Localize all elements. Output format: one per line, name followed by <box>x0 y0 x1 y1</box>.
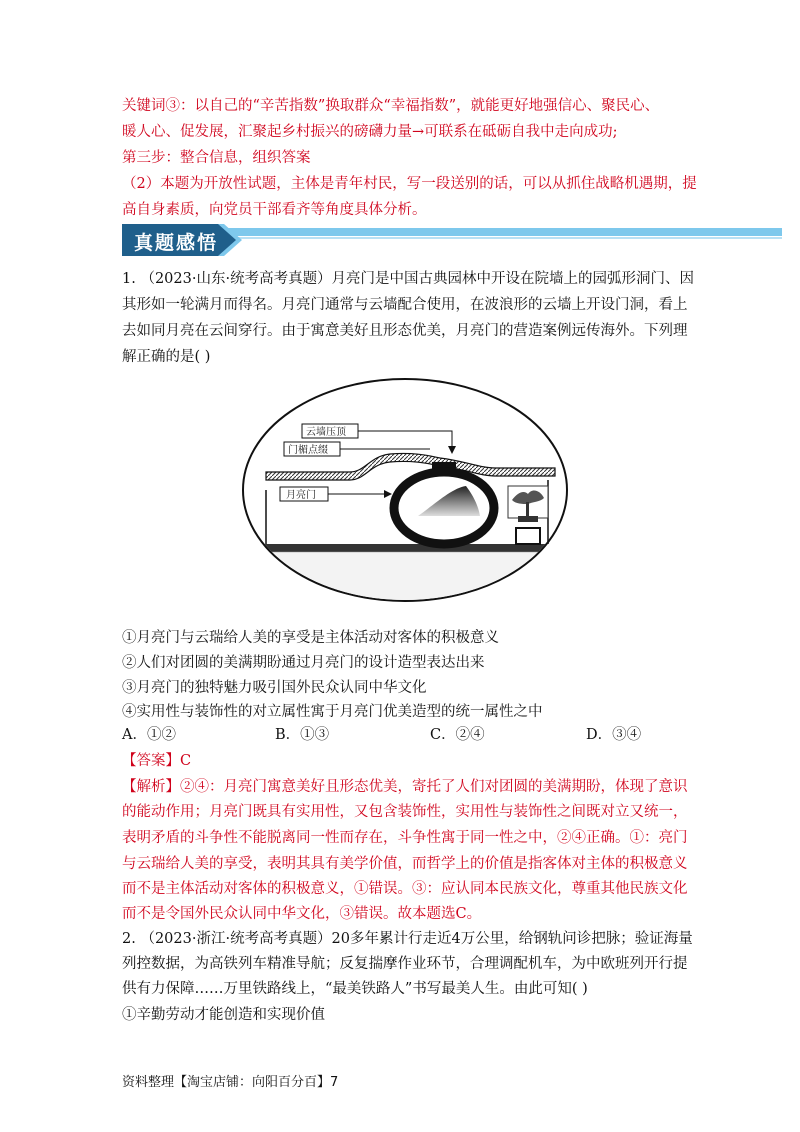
q1-analysis-line-2: 的能动作用；月亮门既具有实用性，又包含装饰性，实用性与装饰性之间既对立又统一， <box>122 804 688 820</box>
banner-stripe <box>222 228 782 236</box>
q1-option-d: D．③④ <box>586 727 642 743</box>
bonsai-stand <box>516 528 540 544</box>
q1-stem-line-4: 解正确的是( ) <box>122 349 211 365</box>
q1-stem-line-3: 去如同月亮在云间穿行。由于寓意美好且形态优美，月亮门的营造案例远传海外。下列理 <box>122 323 688 339</box>
moon-gate-figure <box>240 376 570 604</box>
keyword-line-2: 暖人心、促发展，汇聚起乡村振兴的磅礴力量→可联系在砥砺自我中走向成功; <box>122 124 618 140</box>
ground-bar <box>240 544 570 552</box>
q1-analysis-line-3: 表明矛盾的斗争性不能脱离同一性而存在，斗争性寓于同一性之中，②④正确。①：亮门 <box>122 830 688 846</box>
bonsai-pot <box>518 516 538 522</box>
label-lintel: 门楣点缀 <box>288 445 328 456</box>
q2-stem-line-4: ①辛勤劳动才能创造和实现价值 <box>122 1007 325 1023</box>
keyword-line-1: 关键词③：以自己的“辛苦指数”换取群众“幸福指数”，就能更好地强信心、聚民心、 <box>122 98 660 114</box>
page-footer: 资料整理【淘宝店铺：向阳百分百】7 <box>122 1075 339 1090</box>
q1-answer: 【答案】C <box>122 753 192 769</box>
q2-stem-line-3: 供有力保障……万里铁路线上，“最美铁路人”书写最美人生。由此可知( ) <box>122 981 588 997</box>
q1-statement-3: ③月亮门的独特魅力吸引国外民众认同中华文化 <box>122 680 427 696</box>
label-cloud-wall: 云墙压顶 <box>306 427 346 438</box>
section-banner <box>122 222 782 258</box>
q2-stem-line-1: 2. （2023·浙江·统考高考真题）20多年累计行走近4万公里，给钢轨问诊把脉；验证海量 <box>122 931 693 947</box>
q1-analysis-line-5: 而不是主体活动对客体的积极意义，①错误。③：应认同本民族文化，尊重其他民族文化 <box>122 881 688 897</box>
q1-stem-line-1: 1. （2023·山东·统考高考真题）月亮门是中国古典园林中开设在院墙上的园弧形洞门、因 <box>122 271 695 287</box>
q1-analysis-line-4: 与云瑞给人美的享受，表明其具有美学价值，而哲学上的价值是指客体对主体的积极意义 <box>122 856 688 872</box>
open-question-line-2: 高自身素质，向党员干部看齐等角度具体分析。 <box>122 202 427 218</box>
q1-option-a: A．①② <box>122 727 176 743</box>
q1-statement-4: ④实用性与装饰性的对立属性寓于月亮门优美造型的统一属性之中 <box>122 704 543 720</box>
q1-statement-1: ①月亮门与云瑞给人美的享受是主体活动对客体的积极意义 <box>122 630 499 646</box>
q1-analysis-line-1: 【解析】②④：月亮门寓意美好且形态优美，寄托了人们对团圆的美满期盼，体现了意识 <box>122 779 688 795</box>
bonsai-trunk <box>526 502 529 516</box>
q1-stem-line-2: 其形如一轮满月而得名。月亮门通常与云墙配合使用，在波浪形的云墙上开设门洞，看上 <box>122 297 688 313</box>
ground-base <box>240 552 570 604</box>
q2-stem-line-2: 列控数据，为高铁列车精准导航；反复揣摩作业环节，合理调配机车，为中欧班列开行提 <box>122 956 688 972</box>
q1-option-b: B．①③ <box>275 727 330 743</box>
step-three-line: 第三步：整合信息，组织答案 <box>122 150 311 166</box>
q1-option-c: C．②④ <box>430 727 485 743</box>
label-moon-gate: 月亮门 <box>286 490 316 501</box>
banner-title: 真题感悟 <box>134 232 219 254</box>
banner-stripe-thin <box>234 237 782 239</box>
q1-analysis-line-6: 而不是令国外民众认同中华文化，③错误。故本题选C。 <box>122 906 482 922</box>
open-question-line-1: （2）本题为开放性试题，主体是青年村民，写一段送别的话，可以从抓住战略机遇期，提 <box>122 176 697 192</box>
q1-statement-2: ②人们对团圆的美满期盼通过月亮门的设计造型表达出来 <box>122 655 485 671</box>
